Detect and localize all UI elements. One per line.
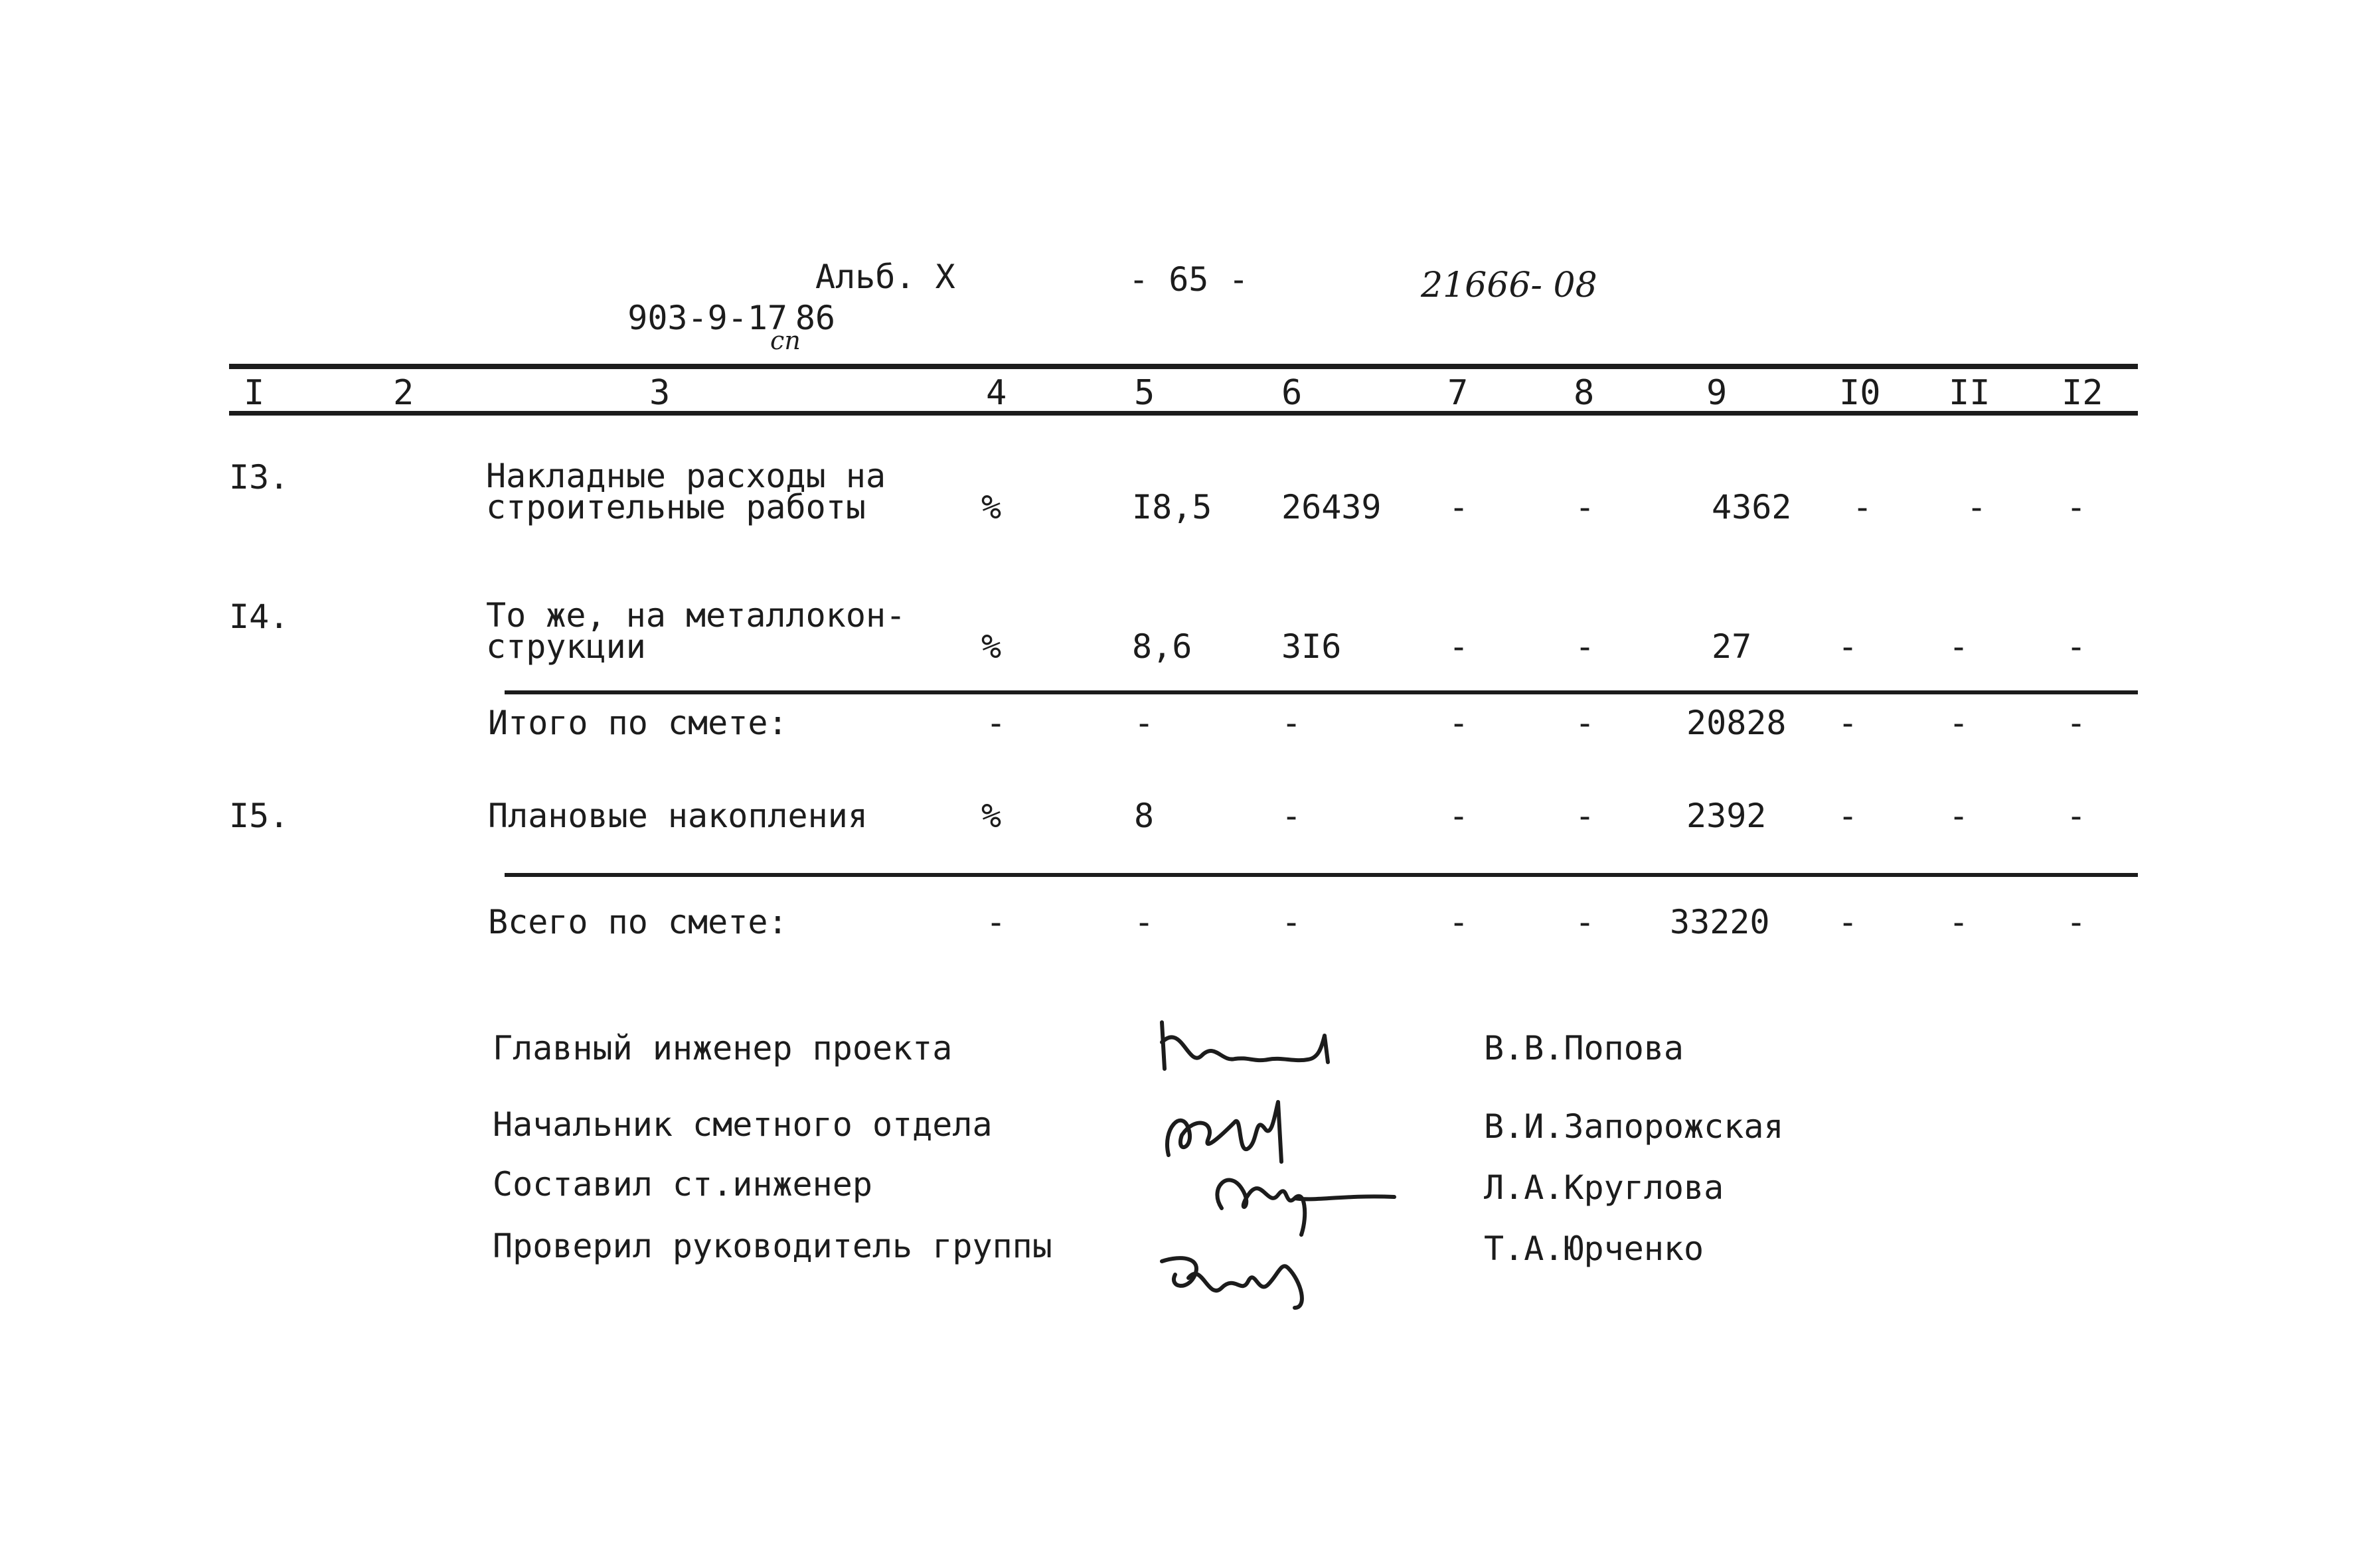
row-col8: -: [1575, 797, 1595, 835]
row-col12: -: [2066, 488, 2087, 526]
total-rule: [505, 873, 2138, 877]
col-2: 2: [393, 373, 414, 413]
row-col11: -: [1949, 704, 1969, 742]
row-col6: -: [1281, 704, 1302, 742]
col-12: I2: [2062, 373, 2103, 413]
doc-code: [588, 260, 836, 355]
row-unit: %: [981, 797, 1002, 835]
row-unit: %: [981, 627, 1002, 666]
row-col5: -: [1134, 903, 1155, 941]
row-col11: -: [1949, 903, 1969, 941]
row-number: I3.: [229, 458, 289, 497]
row-col10: -: [1838, 797, 1858, 835]
row-name-line: Накладные расходы на: [486, 457, 886, 495]
row-col8: -: [1575, 704, 1595, 742]
row-name-line: Плановые накопления: [488, 797, 868, 835]
row-col10: -: [1838, 627, 1858, 666]
row-col8: -: [1575, 627, 1595, 666]
col-8: 8: [1574, 373, 1595, 413]
row-name-line: Всего по смете:: [488, 903, 788, 941]
signature-kruglova: [1217, 1180, 1394, 1235]
row-col9: 4362: [1712, 488, 1792, 526]
row-col12: -: [2066, 797, 2087, 835]
row-col6: -: [1281, 797, 1302, 835]
row-number: I5.: [229, 797, 289, 835]
row-unit: -: [986, 704, 1007, 742]
doc-code-sub: сп: [770, 326, 801, 355]
doc-code-year: 86: [795, 299, 836, 337]
doc-code-main: 903-9-17: [627, 299, 788, 337]
row-col5: 8: [1134, 797, 1155, 835]
row-col9: 27: [1712, 627, 1752, 666]
page-number: - 65 -: [1129, 260, 1249, 299]
signature-name: Т.А.Юрченко: [1484, 1229, 1704, 1268]
row-name-line: То же, на металлокон-: [486, 596, 906, 635]
row-col9: 20828: [1686, 704, 1787, 742]
row-col11: -: [1949, 797, 1969, 835]
col-1: I: [244, 373, 265, 413]
row-col10: -: [1838, 704, 1858, 742]
signature-name: В.В.Попова: [1484, 1029, 1684, 1067]
row-col7: -: [1449, 704, 1469, 742]
row-col9: 33220: [1670, 903, 1770, 941]
signature-popova: [1162, 1022, 1328, 1069]
col-4: 4: [986, 373, 1007, 413]
row-name-line: Итого по смете:: [488, 704, 788, 742]
row-col8: -: [1575, 903, 1595, 941]
signature-yurchenko: [1162, 1258, 1302, 1308]
handwritten-number: 21666- 08: [1421, 266, 1597, 305]
col-7: 7: [1447, 373, 1469, 413]
row-col6: 26439: [1281, 488, 1382, 526]
col-6: 6: [1281, 373, 1303, 413]
table-top-rule: [229, 364, 2138, 369]
row-unit: %: [981, 488, 1002, 526]
row-col6: 3I6: [1281, 627, 1342, 666]
row-col7: -: [1449, 797, 1469, 835]
handwritten-signatures: [1142, 996, 1421, 1328]
col-10: I0: [1839, 373, 1881, 413]
subtotal-rule: [505, 690, 2138, 694]
row-name-line: строительные работы: [486, 488, 866, 526]
row-col5: I8,5: [1132, 488, 1212, 526]
col-5: 5: [1134, 373, 1155, 413]
row-col12: -: [2066, 627, 2087, 666]
row-col12: -: [2066, 903, 2087, 941]
row-col11: -: [1967, 488, 1987, 526]
row-name-line: струкции: [486, 627, 646, 666]
row-col7: -: [1449, 903, 1469, 941]
row-col10: -: [1838, 903, 1858, 941]
signature-role: Главный инженер проекта: [493, 1029, 953, 1067]
row-number: I4.: [229, 597, 289, 636]
signature-name: Л.А.Круглова: [1484, 1168, 1724, 1207]
row-col12: -: [2066, 704, 2087, 742]
col-9: 9: [1706, 373, 1728, 413]
col-11: II: [1949, 373, 1990, 413]
row-col7: -: [1449, 488, 1469, 526]
signature-name: В.И.Запорожская: [1484, 1107, 1784, 1146]
row-col8: -: [1575, 488, 1595, 526]
row-col10: -: [1852, 488, 1873, 526]
col-3: 3: [649, 373, 671, 413]
row-unit: -: [986, 903, 1007, 941]
signature-zaporozhskaya: [1167, 1102, 1281, 1162]
row-col11: -: [1949, 627, 1969, 666]
row-col6: -: [1281, 903, 1302, 941]
signature-role: Начальник сметного отдела: [493, 1105, 993, 1144]
album-label: Альб. X: [815, 258, 955, 296]
signature-role: Проверил руководитель группы: [493, 1227, 1052, 1265]
row-col5: -: [1134, 704, 1155, 742]
row-col5: 8,6: [1132, 627, 1192, 666]
row-col9: 2392: [1686, 797, 1767, 835]
row-col7: -: [1449, 627, 1469, 666]
signature-role: Составил ст.инженер: [493, 1165, 872, 1204]
